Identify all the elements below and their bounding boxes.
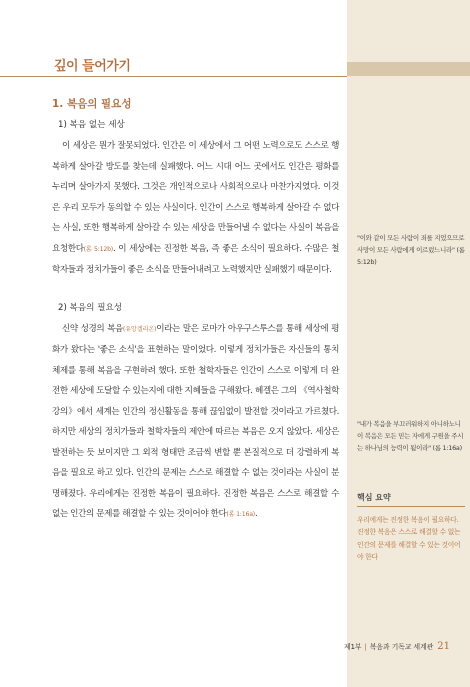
header-accent-bar xyxy=(347,62,470,76)
subsection-title-1: 1) 복음 없는 세상 xyxy=(58,120,125,130)
sidebar-panel xyxy=(347,0,470,687)
paragraph-2-end: . xyxy=(255,509,258,519)
paragraph-2-text-a: 신약 성경의 복음 xyxy=(62,323,123,334)
sidebar-quote-1: "이와 같이 모든 사람이 죄를 지었으므로 사망이 모든 사람에게 이르렀느니라" (롬 5:12b) xyxy=(357,234,465,266)
page-title: 깊이 들어가기 xyxy=(54,59,131,74)
sidebar-quote-2: "내가 복음을 부끄러워하지 아니하노니 이 복음은 모든 믿는 자에게 구원을 주시는 하나님의 능력이 됨이라" (롬 1:16a) xyxy=(357,420,464,452)
paragraph-1 xyxy=(52,136,339,281)
paragraph-2 xyxy=(52,319,339,526)
summary-divider xyxy=(357,506,465,507)
header-rule xyxy=(0,52,347,77)
footer-separator: | xyxy=(364,643,367,651)
footer-book-title: 복음과 기독교 세계관 xyxy=(369,643,434,651)
paragraph-1-end: . 이 세상에는 진정한 복음, 즉 좋은 소식이 필요하다. 수많은 철학자들과 정치가들이 좋은 소식을 만들어내려고 노력했지만 실패했기 때문이다. xyxy=(52,243,340,275)
section-title: 1. 복음의 필요성 xyxy=(52,98,132,110)
scripture-ref: (롬 1:16a) xyxy=(226,511,256,518)
page-number: 21 xyxy=(437,641,450,652)
footer-part: 제1부 xyxy=(344,643,362,651)
page-footer xyxy=(300,641,450,652)
paragraph-1-text: 이 세상은 뭔가 잘못되었다. 인간은 이 세상에서 그 어떤 노력으로도 스스로 행복하게 살아갈 방도를 찾는데 실패했다. 어느 시대 어느 곳에서도 인간은 평화를 누리며 살아가지 못했다. 그것은 개인적으로나 사회적으로나 마찬가지였다. 이것은 우리 모두가 동의할 수 있는 사실이다. 인간이 스스로 행복하게 살아갈 수 없다는 사실, 또한 행복하게 살아갈 수 있는 세상을 만들어낼 수 없다는 사실이 복음을 요청한다 xyxy=(52,141,339,254)
scripture-ref: (롬 5:12b) xyxy=(83,245,114,253)
main-content xyxy=(52,96,339,526)
subsection-title-2: 2) 복음의 필요성 xyxy=(58,302,123,313)
greek-term: (유앙겔리온) xyxy=(122,325,157,333)
summary-text: 우리에게는 진정한 복음이 필요하다. 진정한 복음은 스스로 해결할 수 없는 인간의 문제를 해결할 수 있는 것이어야 한다 xyxy=(357,516,461,561)
paragraph-2-text-b: 이라는 말은 로마가 아우구스투스를 통해 세상에 평화가 왔다는 '좋은 소식'을 표현하는 말이었다. 이렇게 정치가들은 자신들의 통치체제를 통해 복음을 구현하려 했다. 또한 철학자들은 인간이 스스로 이렇게 더 완전한 세상에 도달할 수 있는지에 대한 지혜들을 구해왔다. 헤겔은 그의 《역사철학강의》에서 세계는 인간의 정신활동을 통해 끊임없이 발전할 것이라고 가르쳤다. 하지만 세상의 정치가들과 철학자들의 제안에 따르는 복음은 오지 않았다. 세상은 발전하는 듯 보이지만 그 외적 형태만 조금씩 변할 뿐 본질적으로 더 강렬하게 복음을 필요로 하고 있다. 인간의 문제는 스스로 해결할 수 없는 것이라는 사실이 분명해졌다. 우리에게는 진정한 복음이 필요하다. 진정한 복음은 스스로 해결할 수 없는 인간의 문제를 해결할 수 있는 것이어야 한다 xyxy=(52,323,339,519)
summary-title: 핵심 요약 xyxy=(357,493,391,502)
